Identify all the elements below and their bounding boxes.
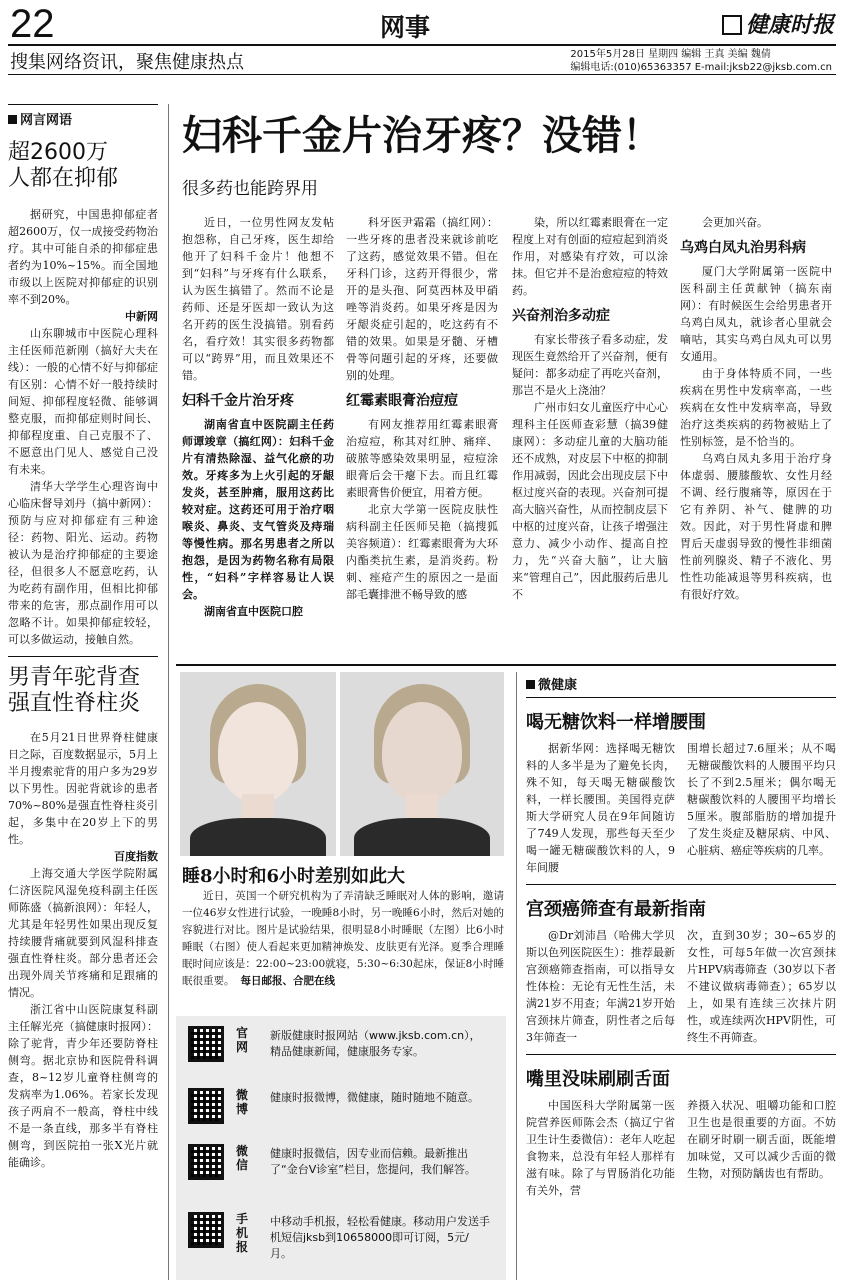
article-column-3 bbox=[512, 214, 668, 603]
source: 每日邮报、合肥在线 bbox=[240, 975, 335, 987]
promo-row bbox=[188, 1144, 488, 1186]
divider bbox=[526, 884, 836, 885]
paragraph: 厦门大学附属第一医院中医科副主任黄献钟（搞东南网）：有时候医生会给男患者开乌鸡白凤丸，就诊者心里就会嘀咕，其实乌鸡白凤丸可以男女通用。 bbox=[680, 265, 832, 363]
section-label: 网言网语 bbox=[8, 109, 158, 128]
promo-text: 健康时报微信，因专业而信赖。最新推出了“金台V诊室”栏目，您提问，我们解答。 bbox=[270, 1147, 476, 1176]
paragraph: 有家长带孩子看多动症，发现医生竟然给开了兴奋剂，便有疑问：都多动症了再吃兴奋剂，那岂不是火上浇油？ bbox=[512, 333, 668, 397]
story-body bbox=[526, 927, 836, 1046]
square-bullet-icon bbox=[8, 115, 17, 124]
section-title: 网事 bbox=[380, 13, 431, 42]
photo-8-hours bbox=[180, 672, 336, 856]
paragraph: 中国医科大学附属第一医院营养医师陈会杰（搞辽宁省卫生计生委微信）：老年人吃起食物来，总没有年轻人那样有滋有味。除了与胃肠消化功能有关外，营 bbox=[526, 1099, 675, 1197]
promo-label: 官网 bbox=[236, 1026, 249, 1054]
story-title: 超2600万人都在抑郁 bbox=[8, 140, 119, 191]
qr-code-icon[interactable] bbox=[188, 1026, 224, 1062]
story-title: 喝无糖饮料一样增腰围 bbox=[526, 712, 706, 733]
source: 中新网 bbox=[125, 310, 158, 323]
paragraph: 湖南省直中医院副主任药师谭竣章（搞红网）：妇科千金片有清热除湿、益气化瘀的功效。牙疼多为上火引起的牙龈发炎，甚至肿痛，服用这药比较对症。这药还可用于治疗咽喉炎、鼻炎、支气管炎及痔瑞等慢性病。那名男患者之所以抱怨，是因为药物名称有局限性，“妇科”字样容易让人误会。 bbox=[182, 418, 334, 601]
left-column bbox=[8, 104, 158, 1171]
paragraph: 会更加兴奋。 bbox=[702, 216, 768, 229]
story-body bbox=[8, 729, 158, 1171]
paragraph: 有网友推荐用红霉素眼膏治痘痘，称其对红肿、痛痒、破脓等感染效果明显，痘痘涂眼膏后会干瘪下去。而且红霉素眼膏售价便宜，用着方便。 bbox=[346, 418, 498, 499]
paragraph: @Dr刘沛昌（哈佛大学贝斯以色列医院医生）：推荐最新宫颈癌筛查指南，可以指导女性体检：无论有无性生活，未满21岁不用查；年满21岁开始宫颈抹片筛查，阴性者之后每3年筛查一 bbox=[526, 929, 675, 1044]
article-column-4 bbox=[680, 214, 832, 603]
paragraph: 上海交通大学医学院附属仁济医院风湿免疫科副主任医师陈盛（搞新浪网）：年轻人，尤其是年轻男性如果出现反复持续腰背痛就要到风湿科排查强直性脊柱炎。部分患者还会出现外周关节疼痛和足跟痛的情况。 bbox=[8, 867, 158, 999]
issue-meta bbox=[570, 48, 832, 74]
story-title: 宫颈癌筛查有最新指南 bbox=[526, 899, 706, 920]
paragraph: 染，所以红霉素眼膏在一定程度上对有创面的痘痘起到消炎作用，对感染有疗效，可以涂抹。但它并不是治愈痘痘的特效药。 bbox=[512, 216, 668, 297]
paragraph: 据新华网：选择喝无糖饮料的人多半是为了避免长肉，殊不知，每天喝无糖碳酸饮料，一样长腰围。美国得克萨斯大学研究人员在9年间随访了749人发现，那些每天至少喝一罐无糖碳酸饮料的人，9年间腰 bbox=[526, 742, 675, 874]
paragraph: 科牙医尹霜霜（搞红网）：一些牙疼的患者没来就诊前吃了这药，感觉效果不错。但在牙科门诊，这药开得很少，常开的是头孢、阿莫西林及甲硝唑等消炎药。如果牙疼是因为牙龈炎症引起的，吃这药有不错的效果。如果是牙髓、牙槽骨等问题引起的牙疼，还要做别的处理。 bbox=[346, 216, 498, 382]
divider bbox=[8, 656, 158, 657]
column-divider bbox=[516, 672, 517, 1280]
promo-box bbox=[176, 1016, 506, 1280]
promo-text: 新版健康时报网站（www.jksb.com.cn），精品健康新闻，健康服务专家。 bbox=[270, 1029, 481, 1058]
subsection-heading: 红霉素眼膏治痘痘 bbox=[346, 393, 458, 409]
main-headline: 妇科千金片治牙疼？没错！ bbox=[182, 112, 662, 159]
promo-label: 微信 bbox=[236, 1144, 249, 1172]
header-rule bbox=[8, 44, 836, 46]
article-column-1 bbox=[182, 214, 334, 620]
subsection-heading: 妇科千金片治牙疼 bbox=[182, 393, 294, 409]
promo-label: 微博 bbox=[236, 1088, 249, 1116]
paragraph: 浙江省中山医院康复科副主任解光亮（搞健康时报网）：除了驼背，青少年还要防脊柱侧弯。据北京协和医院骨科调查，8~12岁儿童脊柱侧弯的发病率为1.06%。若家长发现孩子两肩不一般高，脊柱中线不是一条直线，那多半有脊柱侧弯，到医院拍一张X光片就能确诊。 bbox=[8, 1003, 158, 1169]
promo-text: 中移动手机报，轻松看健康。移动用户发送手机短信jksb到10658000即可订阅，5元/月。 bbox=[270, 1215, 490, 1260]
paragraph: 湖南省直中医院口腔 bbox=[204, 605, 303, 618]
source: 百度指数 bbox=[114, 850, 158, 863]
logo-mark-icon bbox=[722, 15, 742, 35]
story-title: 嘴里没味刷刷舌面 bbox=[526, 1069, 670, 1090]
square-bullet-icon bbox=[526, 680, 535, 689]
paragraph: 围增长超过7.6厘米；从不喝无糖碳酸饮料的人腰围平均只长了不到2.5厘米；偶尔喝无糖碳酸饮料的人腰围平均增长5厘米。腹部脂肪的增加提升了发生炎症及糖尿病、中风、心脏病、癌症等疾病的几率。 bbox=[687, 742, 836, 857]
paragraph: 由于身体特质不同，一些疾病在男性中发病率高，一些疾病在女性中发病率高，导致治疗这类疾病的药物被贴上了性别标签，是不恰当的。 bbox=[680, 367, 832, 448]
story-body bbox=[526, 1097, 836, 1199]
article-column-2 bbox=[346, 214, 498, 603]
main-subhead: 很多药也能跨界用 bbox=[182, 179, 318, 199]
divider bbox=[526, 697, 836, 698]
paragraph: 乌鸡白凤丸多用于治疗身体虚弱、腰膝酸软、女性月经不调、经行腹痛等，原因在于它有养阴、补气、健脾的功效。因此，对于男性肾虚和脾胃后天虚弱导致的慢性非细菌性前列腺炎、精子不液化、男性性功能减退等男科疾病，也有很好疗效。 bbox=[680, 452, 832, 601]
story-title: 男青年驼背查强直性脊柱炎 bbox=[8, 665, 141, 716]
contact-line: 编辑电话:(010)65363357 E-mail:jksb22@jksb.com.cn bbox=[570, 62, 832, 73]
paragraph: 广州市妇女儿童医疗中心心理科主任医师查彩慧（搞39健康网）：多动症儿童的大脑功能还不成熟，对皮层下中枢的抑制作用减弱，因此会出现皮层下中枢过度兴奋的表现。兴奋剂可提高大脑兴奋性，从而控制皮层下中枢的过度兴奋，让孩子增强注意力、减少小动作、提高自控力，先“兴奋大脑”，让大脑来“管理自己”，因此服药后患儿不 bbox=[512, 401, 668, 601]
photo-6-hours bbox=[340, 672, 504, 856]
promo-row bbox=[188, 1026, 488, 1068]
paragraph: 据研究，中国患抑郁症者超2600万，仅一成接受药物治疗。其中可能自杀的抑郁症患者约为10%~15%。而全国地市级以上医院对抑郁症的识别率不到20%。 bbox=[8, 208, 158, 306]
newspaper-logo: 健康时报 bbox=[722, 8, 834, 39]
page-number: 22 bbox=[10, 2, 55, 46]
paragraph: 养摄入状况、咀嚼功能和口腔卫生也是很重要的方面。不妨在刷牙时刷一刷舌面，既能增加味觉，又可以减少舌面的微生物，对预防龋齿也有帮助。 bbox=[687, 1099, 836, 1180]
subsection-heading: 乌鸡白凤丸治男科病 bbox=[680, 240, 806, 256]
date-line: 2015年5月28日 星期四 编辑 王真 美编 魏倩 bbox=[570, 49, 771, 60]
micro-health bbox=[526, 674, 836, 1199]
sleep-title: 睡8小时和6小时差别如此大 bbox=[182, 866, 406, 887]
qr-code-icon[interactable] bbox=[188, 1144, 224, 1180]
story-body bbox=[526, 740, 836, 876]
promo-row bbox=[188, 1088, 488, 1130]
header-rule-2 bbox=[8, 74, 836, 75]
promo-label: 手机报 bbox=[236, 1212, 249, 1254]
qr-code-icon[interactable] bbox=[188, 1088, 224, 1124]
promo-text: 健康时报微博，微健康，随时随地不随意。 bbox=[270, 1091, 479, 1104]
column-divider bbox=[168, 104, 169, 1280]
paragraph: 次，直到30岁；30~65岁的女性，可每5年做一次宫颈抹片HPV病毒筛查（30岁以下者不建议做病毒筛查）；65岁以上，如果有连续三次抹片阴性，或连续两次HPV阴性，可终生不再筛查。 bbox=[687, 929, 836, 1044]
paragraph: 清华大学学生心理咨询中心临床督导刘丹（搞中新网）：预防与应对抑郁症有三种途径：药物、阳光、运动。药物被认为是治疗抑郁症的主要途径，但很多人不愿意吃药，认为吃药有副作用，但相比抑郁带来的危害，那点副作用可以忽略不计。如果抑郁症较轻，可以多做运动，接触自然。 bbox=[8, 480, 158, 646]
paragraph: 北京大学第一医院皮肤性病科副主任医师吴艳（搞搜狐美容频道）：红霉素眼膏为大环内酯类抗生素，是消炎药。粉刺、痤疮产生的原因之一是面部毛囊排泄不畅导致的感 bbox=[346, 503, 498, 601]
divider bbox=[526, 1054, 836, 1055]
subsection-heading: 兴奋剂治多动症 bbox=[512, 308, 610, 324]
paragraph: 山东聊城市中医院心理科主任医师范新刚（搞好大夫在线）：一般的心情不好与抑郁症有区别：心情不好一般持续时间短、抑郁程度轻微、能够调整克服，而抑郁症则时间长、抑郁程度重、自己克服不了、不愿意出门见人、感觉自己没有未来。 bbox=[8, 327, 158, 476]
paragraph: 近日，英国一个研究机构为了弄清缺乏睡眠对人体的影响，邀请一位46岁女性进行试验，一晚睡8小时，另一晚睡6小时，然后对她的容貌进行对比。图片是试验结果，很明显8小时睡眠（左图）比6小时睡眠（右图）使人看起来更加精神焕发、皮肤更有光泽。夏季合理睡眠时间应该是：22:00~23:00就寝，5:30~6:30起床，保证8小时睡眠很重要。 bbox=[182, 890, 504, 987]
paragraph: 在5月21日世界脊柱健康日之际，百度数据显示，5月上半月搜索驼背的用户多为29岁以下男性。因驼背就诊的患者70%~80%是强直性脊柱炎引起，多集中在20岁上下的男性。 bbox=[8, 731, 158, 846]
story-body bbox=[8, 206, 158, 648]
promo-row bbox=[188, 1212, 490, 1260]
slogan: 搜集网络资讯，聚焦健康热点 bbox=[10, 52, 244, 73]
sleep-body bbox=[182, 888, 504, 990]
paragraph: 近日，一位男性网友发帖抱怨称，自己牙疼，医生却给他开了妇科千金片！他想不到“妇科”与牙疼有什么联系，认为医生搞错了。然而不论是药师、还是牙医却一致认为这名开药的医生没搞错。别看药名，看疗效！其实很多药物都可以“跨界”用，而且效果还不错。 bbox=[182, 216, 334, 382]
qr-code-icon[interactable] bbox=[188, 1212, 224, 1248]
section-label: 微健康 bbox=[526, 674, 836, 693]
section-rule bbox=[176, 664, 836, 666]
